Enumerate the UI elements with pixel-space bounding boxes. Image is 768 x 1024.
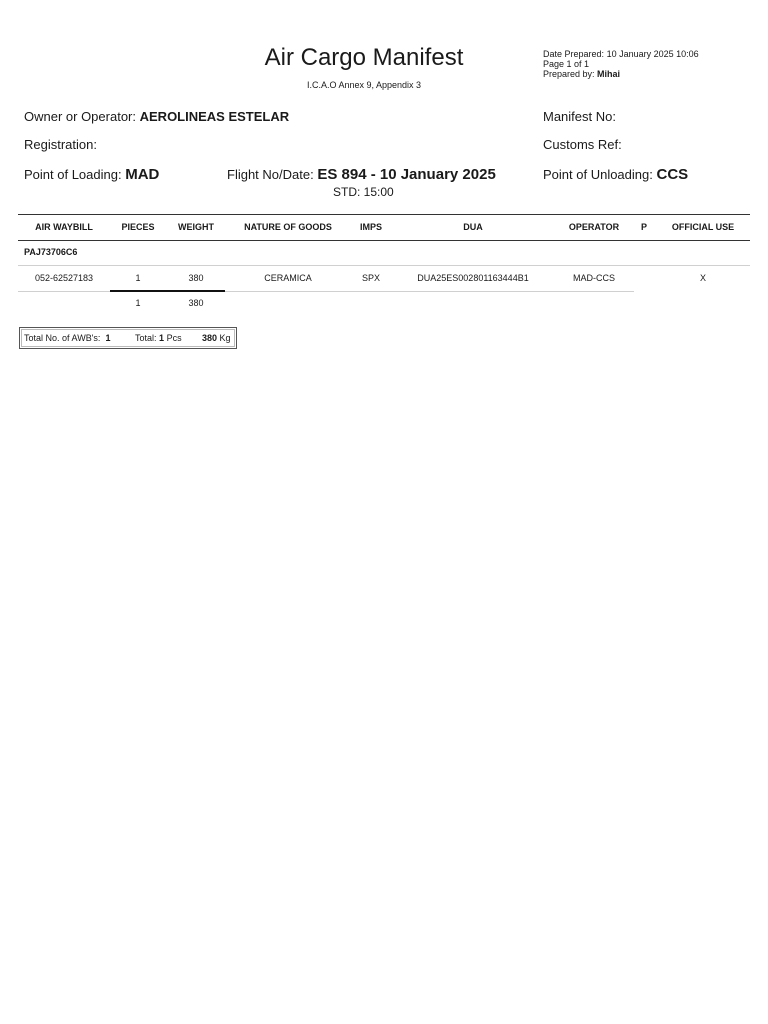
- table-top-rule: [18, 214, 750, 215]
- loading-value: MAD: [125, 166, 160, 183]
- col-imps: IMPS: [359, 222, 382, 232]
- row-nature-of-goods: CERAMICA: [264, 273, 312, 283]
- total-weight: [202, 333, 231, 343]
- owner-label: Owner or Operator:: [24, 109, 136, 124]
- customs-ref-label: Customs Ref:: [543, 137, 622, 152]
- registration-field: [24, 137, 97, 152]
- flight-value: ES 894 - 10 January 2025: [317, 166, 496, 183]
- col-nature-of-goods: NATURE OF GOODS: [244, 222, 332, 232]
- total-pieces-value: 1: [159, 333, 165, 343]
- loading-label: Point of Loading:: [24, 167, 122, 182]
- row-weight: 380: [188, 273, 204, 283]
- col-air-waybill: AIR WAYBILL: [35, 222, 93, 232]
- date-prepared-label: Date Prepared:: [543, 49, 605, 59]
- owner-value: AEROLINEAS ESTELAR: [139, 109, 290, 124]
- manifest-subtitle: I.C.A.O Annex 9, Appendix 3: [306, 80, 422, 90]
- manifest-title: Air Cargo Manifest: [264, 44, 464, 71]
- col-pieces: PIECES: [121, 222, 155, 232]
- col-operator: OPERATOR: [568, 222, 620, 232]
- row-operator: MAD-CCS: [573, 273, 615, 283]
- subtotal-weight: 380: [188, 298, 204, 308]
- total-awbs-value: 1: [105, 333, 111, 343]
- flight-label: Flight No/Date:: [227, 167, 314, 182]
- row-air-waybill: 052-62527183: [34, 273, 94, 283]
- unloading-field: [543, 166, 688, 183]
- page-number: Page 1 of 1: [543, 59, 590, 69]
- col-dua: DUA: [463, 222, 483, 232]
- total-pieces: [135, 333, 182, 343]
- col-weight: WEIGHT: [178, 222, 214, 232]
- date-prepared: [543, 49, 699, 59]
- prepared-by-value: Mihai: [597, 69, 621, 79]
- std-time: STD: 15:00: [333, 185, 394, 199]
- subtotal-pieces: 1: [135, 298, 141, 308]
- table-header-rule: [18, 240, 750, 241]
- owner-field: [24, 109, 289, 124]
- manifest-no-label: Manifest No:: [543, 109, 616, 124]
- total-pieces-unit: Pcs: [166, 333, 182, 343]
- unloading-value: CCS: [656, 166, 689, 183]
- group-rule: [18, 265, 750, 266]
- total-weight-unit: Kg: [219, 333, 231, 343]
- col-official-use: OFFICIAL USE: [671, 222, 735, 232]
- unloading-label: Point of Unloading:: [543, 167, 653, 182]
- loading-field: [24, 166, 159, 183]
- prepared-by-label: Prepared by:: [543, 69, 595, 79]
- total-weight-value: 380: [202, 333, 218, 343]
- registration-label: Registration:: [24, 137, 97, 152]
- row-dua: DUA25ES002801163444B1: [417, 273, 529, 283]
- row-pieces: 1: [135, 273, 141, 283]
- total-awbs: [24, 333, 110, 343]
- flight-field: [227, 166, 496, 183]
- date-prepared-value: 10 January 2025 10:06: [606, 49, 699, 59]
- manifest-no-field: [543, 109, 616, 124]
- col-p: P: [640, 222, 647, 232]
- prepared-by: [543, 69, 620, 79]
- customs-ref-field: [543, 137, 622, 152]
- row-imps: SPX: [361, 273, 380, 283]
- row-official-use: X: [699, 273, 706, 283]
- subtotal-bar: [110, 290, 225, 292]
- group-label: PAJ73706C6: [24, 247, 78, 257]
- total-label: Total:: [135, 333, 157, 343]
- total-awbs-label: Total No. of AWB's:: [24, 333, 101, 343]
